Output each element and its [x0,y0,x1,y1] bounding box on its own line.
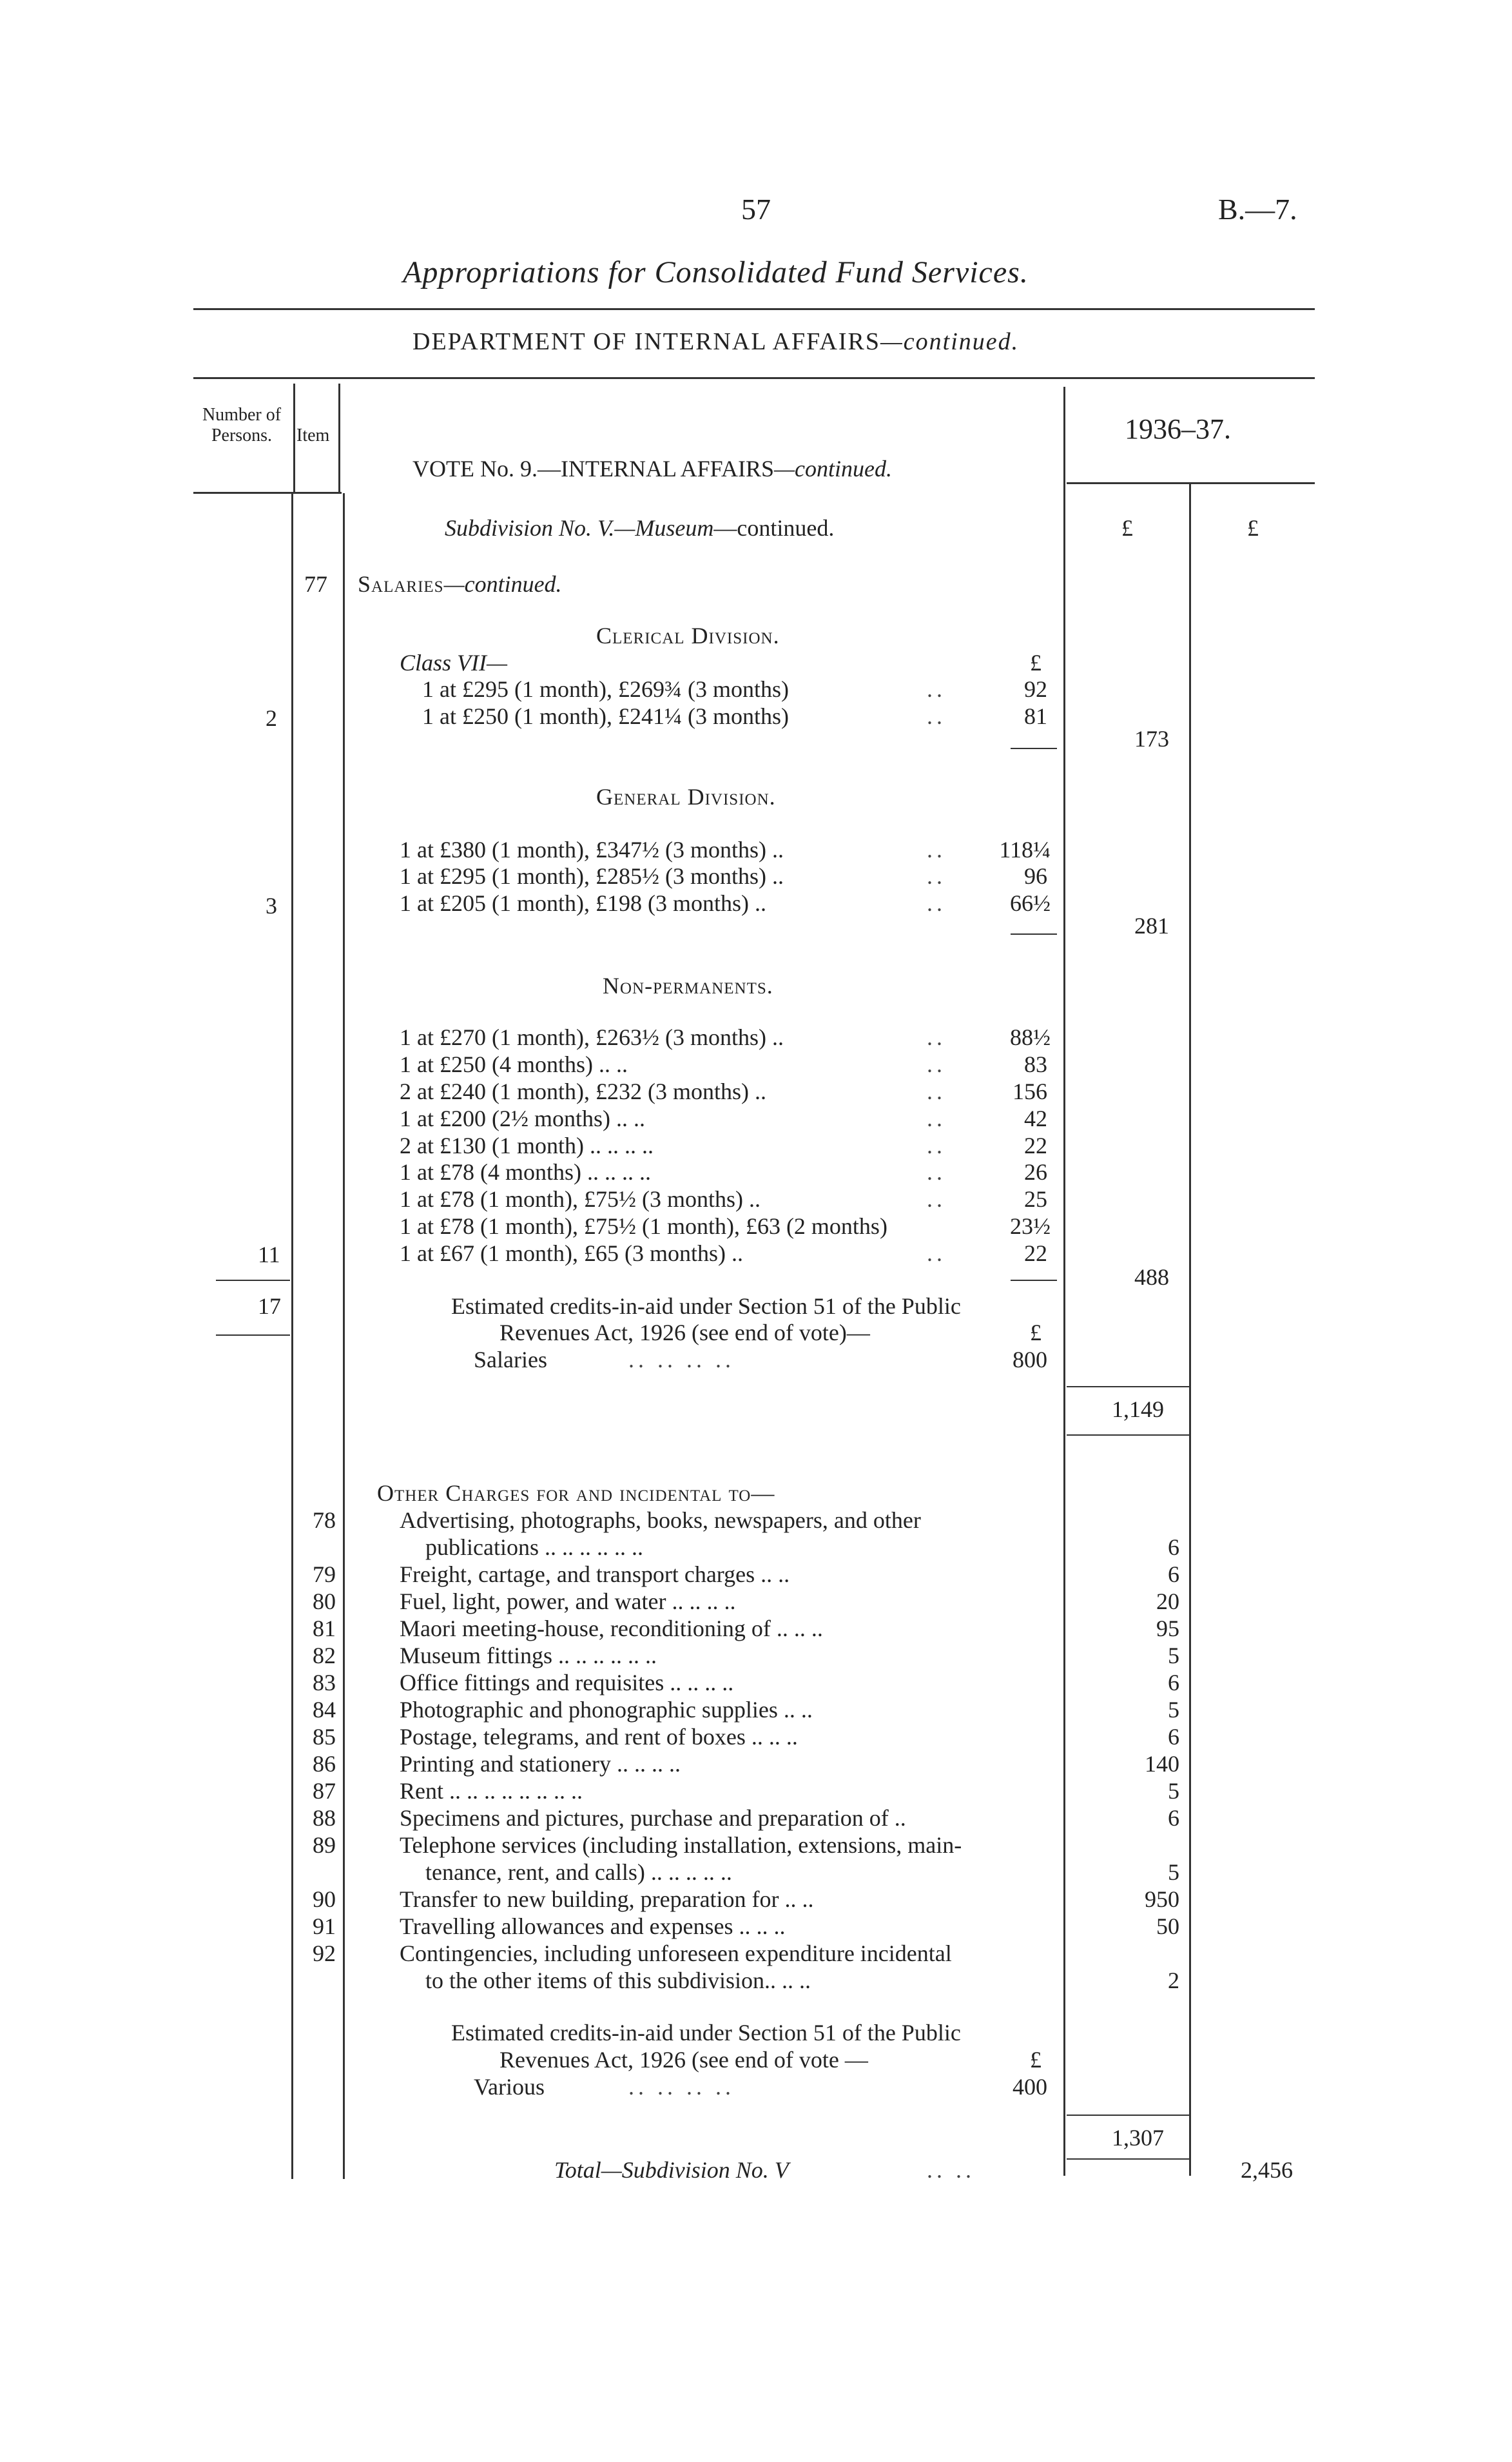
other-credits-pound: £ [1030,2047,1042,2073]
other-item-text: Advertising, photographs, books, newspapers, and other [400,1507,921,1533]
salaries-credits-line2: Revenues Act, 1926 (see end of vote)— [499,1320,870,1345]
nonperm-row-leader: .. [927,1186,946,1212]
nonperm-row-amount: 156 [1013,1079,1047,1104]
other-credits-leader: .. .. .. .. [628,2074,735,2100]
clerical-row-amount: 92 [1024,676,1047,702]
clerical-row-leader: .. [927,703,946,729]
vrule-persons [291,493,293,2179]
grand-total-amount: 2,456 [1241,2157,1293,2183]
grand-total-leader: .. .. [927,2157,975,2183]
nonperm-row-amount: 83 [1024,1051,1047,1077]
salaries-credits-pound: £ [1030,1320,1042,1345]
other-item-number: 91 [313,1913,336,1939]
salaries-total: 1,149 [1112,1396,1164,1422]
vrule-header-persons [293,384,295,493]
other-item-number: 80 [313,1588,336,1614]
subdivision-heading [445,514,834,542]
other-item-text: Freight, cartage, and transport charges .. .. [400,1561,790,1587]
other-item-text: Museum fittings .. .. .. .. .. .. [400,1643,657,1668]
nonperm-row-text: 1 at £270 (1 month), £263½ (3 months) .. [400,1024,784,1050]
other-item-amount: 5 [1168,1643,1179,1668]
other-item-amount: 5 [1168,1778,1179,1804]
other-item-text: Postage, telegrams, and rent of boxes .. .. .. [400,1724,798,1750]
other-item-text: Office fittings and requisites .. .. .. .. [400,1670,734,1695]
other-item-text: publications .. .. .. .. .. .. [425,1534,643,1560]
other-item-text: Transfer to new building, preparation for .. .. [400,1886,814,1912]
other-item-number: 92 [313,1940,336,1966]
rule-top [193,308,1315,310]
nonperm-row-amount: 23½ [1010,1213,1051,1239]
nonperm-row-amount: 26 [1024,1159,1047,1185]
other-item-amount: 6 [1168,1534,1179,1560]
other-total-rule-top [1067,2115,1189,2116]
general-total: 281 [1134,913,1169,939]
nonperm-row-leader: .. [927,1240,946,1266]
general-subtotal-rule [1011,933,1057,935]
other-item-amount: 6 [1168,1670,1179,1695]
vrule-header-item [338,384,340,493]
other-item-number: 82 [313,1643,336,1668]
nonperm-row-text: 1 at £67 (1 month), £65 (3 months) .. [400,1240,743,1266]
nonperm-row-amount: 22 [1024,1133,1047,1158]
rule-dept [193,377,1315,379]
clerical-pound: £ [1030,650,1042,676]
other-item-amount: 6 [1168,1724,1179,1750]
grand-total-label: Total—Subdivision No. V [554,2157,789,2183]
other-item-amount: 5 [1168,1697,1179,1723]
clerical-heading: Clerical Division. [596,623,780,649]
salaries-total-rule-bottom [1067,1434,1189,1436]
nonperm-row-text: 1 at £250 (4 months) .. .. [400,1051,628,1077]
nonperm-row-leader: .. [927,1159,946,1185]
general-row-amount: 66½ [1010,890,1051,916]
other-item-number: 88 [313,1805,336,1831]
other-item-number: 81 [313,1616,336,1641]
other-item-number: 79 [313,1561,336,1587]
other-item-amount: 20 [1156,1588,1179,1614]
other-item-number: 78 [313,1507,336,1533]
other-item-number: 85 [313,1724,336,1750]
persons-subtotal-rule [216,1280,290,1281]
general-row-text: 1 at £205 (1 month), £198 (3 months) .. [400,890,766,916]
other-credits-line1: Estimated credits-in-aid under Section 51 of the Public [451,2020,961,2046]
nonperm-row-text: 1 at £78 (1 month), £75½ (1 month), £63 (2 months) [400,1213,887,1239]
other-item-number: 83 [313,1670,336,1695]
clerical-total: 173 [1134,726,1169,752]
vote-title-continued: —continued. [774,456,892,482]
other-item-text: to the other items of this subdivision.. .. .. [425,1968,811,1993]
nonperm-row-text: 2 at £240 (1 month), £232 (3 months) .. [400,1079,766,1104]
other-item-text: Telephone services (including installation, extensions, main- [400,1832,962,1858]
other-item-amount: 2 [1168,1968,1179,1993]
other-item-amount: 140 [1145,1751,1179,1777]
other-credits-amount: 400 [1013,2074,1047,2100]
salaries-credits-amount: 800 [1013,1347,1047,1373]
other-item-number: 90 [313,1886,336,1912]
general-row-leader: .. [927,837,946,863]
other-item-number: 87 [313,1778,336,1804]
other-credits-label: Various [474,2074,545,2100]
other-total-rule-bottom [1067,2158,1189,2160]
general-persons: 3 [266,893,277,919]
salaries-heading-continued: —continued. [443,571,562,597]
nonperm-row-amount: 25 [1024,1186,1047,1212]
clerical-subtotal-rule [1011,748,1057,749]
other-item-text: Maori meeting-house, reconditioning of .. .. .. [400,1616,823,1641]
nonperm-row-amount: 88½ [1010,1024,1051,1050]
nonperm-total: 488 [1134,1264,1169,1290]
other-item-amount: 95 [1156,1616,1179,1641]
nonperm-heading: Non-permanents. [603,973,773,999]
subdivision-name: Museum [635,515,714,541]
vrule-totals [1189,484,1191,2176]
clerical-row-text: 1 at £250 (1 month), £241¼ (3 months) [422,703,789,729]
other-item-text: tenance, rent, and calls) .. .. .. .. .. [425,1859,732,1885]
other-item-number: 89 [313,1832,336,1858]
salaries-heading [358,571,562,598]
vrule-item [343,493,345,2179]
other-credits-line2: Revenues Act, 1926 (see end of vote — [499,2047,868,2073]
other-item-text: Printing and stationery .. .. .. .. [400,1751,681,1777]
salaries-heading-text: Salaries [358,571,444,597]
col-number-of-persons: Number of Persons. [202,405,282,445]
pound-col-2: £ [1247,515,1259,541]
general-row-amount: 96 [1024,863,1047,889]
salaries-credits-line1: Estimated credits-in-aid under Section 51 of the Public [451,1293,961,1319]
other-item-amount: 5 [1168,1859,1179,1885]
other-item-amount: 950 [1145,1886,1179,1912]
general-row-text: 1 at £295 (1 month), £285½ (3 months) .. [400,863,784,889]
vote-title [412,455,892,482]
subdivision-continued: —continued. [713,515,835,541]
nonperm-persons: 11 [258,1242,280,1267]
other-item-text: Rent .. .. .. .. .. .. .. .. [400,1778,583,1804]
nonperm-row-text: 1 at £200 (2½ months) .. .. [400,1106,645,1131]
clerical-persons: 2 [266,705,277,731]
nonperm-subtotal-rule [1011,1280,1057,1281]
other-item-text: Photographic and phonographic supplies .. .. [400,1697,813,1723]
persons-total: 17 [258,1293,281,1319]
persons-total-rule [216,1334,290,1336]
salaries-credits-label: Salaries [474,1347,547,1373]
general-heading: General Division. [596,784,776,810]
clerical-row-leader: .. [927,676,946,702]
vrule-amounts [1063,387,1065,2176]
other-item-text: Travelling allowances and expenses .. .. .. [400,1913,786,1939]
rule-header-left [193,492,342,494]
other-charges-heading: Other Charges for and incidental to— [377,1480,775,1506]
general-row-amount: 118¼ [999,837,1051,863]
clerical-row-amount: 81 [1024,703,1047,729]
other-item-amount: 6 [1168,1805,1179,1831]
salaries-credits-leader: .. .. .. .. [628,1347,735,1373]
nonperm-row-amount: 42 [1024,1106,1047,1131]
clerical-row-text: 1 at £295 (1 month), £269¾ (3 months) [422,676,789,702]
nonperm-row-text: 1 at £78 (1 month), £75½ (3 months) .. [400,1186,761,1212]
nonperm-row-leader: .. [927,1051,946,1077]
other-total: 1,307 [1112,2125,1164,2151]
vote-title-text: VOTE No. 9.—INTERNAL AFFAIRS [412,456,775,482]
page-title: Appropriations for Consolidated Fund Services. [403,255,1029,289]
other-item-amount: 6 [1168,1561,1179,1587]
nonperm-row-leader: .. [927,1133,946,1158]
pound-col-1: £ [1121,515,1133,541]
other-item-amount: 50 [1156,1913,1179,1939]
general-row-text: 1 at £380 (1 month), £347½ (3 months) .. [400,837,784,863]
subdivision-no: Subdivision No. V.— [445,515,635,541]
other-item-number: 86 [313,1751,336,1777]
other-item-text: Fuel, light, power, and water .. .. .. .. [400,1588,736,1614]
department-name: DEPARTMENT OF INTERNAL AFFAIRS [412,328,880,355]
nonperm-row-amount: 22 [1024,1240,1047,1266]
col-item: Item [296,425,330,445]
general-row-leader: .. [927,863,946,889]
department-continued: —continued. [880,328,1020,355]
col-year: 1936–37. [1125,413,1231,445]
other-item-text: Specimens and pictures, purchase and preparation of .. [400,1805,906,1831]
nonperm-row-leader: .. [927,1079,946,1104]
nonperm-row-text: 2 at £130 (1 month) .. .. .. .. [400,1133,654,1158]
other-item-number: 84 [313,1697,336,1723]
salaries-total-rule-top [1067,1386,1189,1387]
item-77: 77 [304,571,327,597]
department-heading [412,327,1019,356]
document-reference: B.—7. [1218,193,1297,226]
nonperm-row-text: 1 at £78 (4 months) .. .. .. .. [400,1159,651,1185]
nonperm-row-leader: .. [927,1106,946,1131]
general-row-leader: .. [927,890,946,916]
clerical-class: Class VII— [400,650,508,676]
nonperm-row-leader: .. [927,1024,946,1050]
other-item-text: Contingencies, including unforeseen expenditure incidental [400,1940,952,1966]
page-number: 57 [741,193,771,226]
